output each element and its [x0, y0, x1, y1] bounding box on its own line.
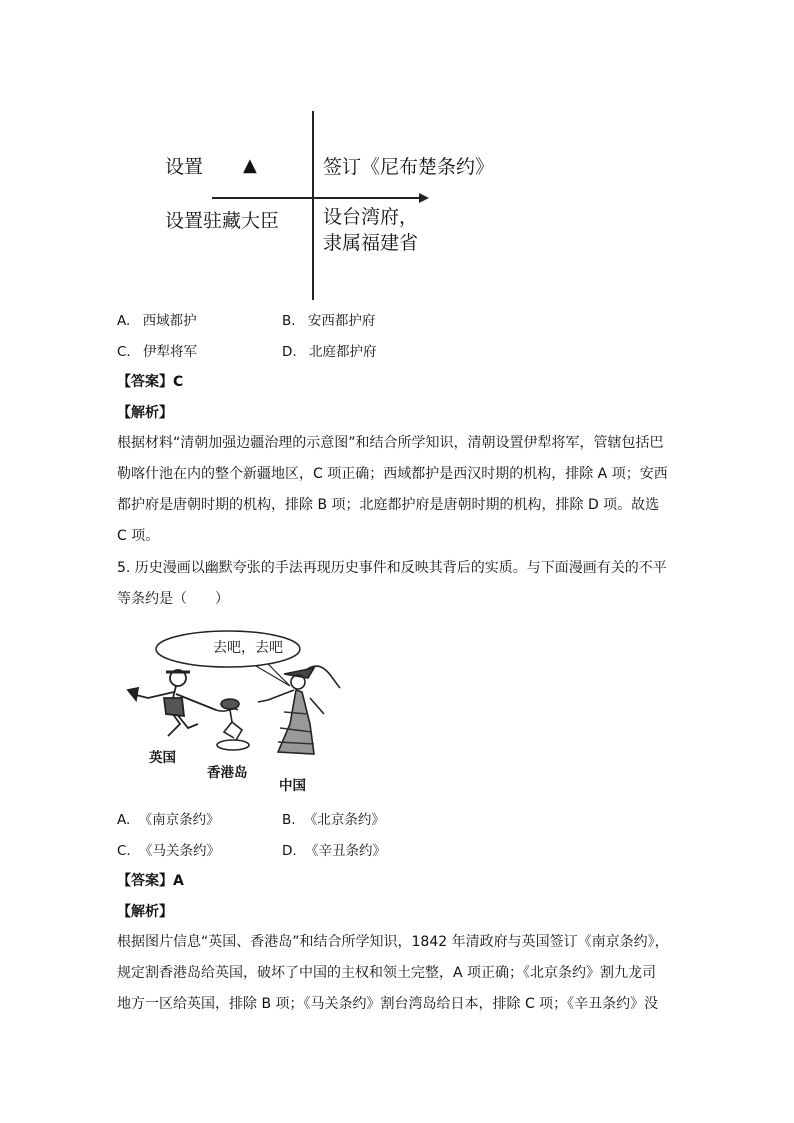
diagram-bottom-right-line2: 隶属福建省: [323, 232, 419, 254]
option-text: 安西都护府: [307, 313, 376, 329]
label-britain: 英国: [149, 750, 176, 766]
option-b: [282, 810, 385, 830]
q4-analysis-label: 【解析】: [117, 405, 173, 421]
triangle-marker: ▲: [243, 155, 257, 176]
stem-line: 等条约是（ ）: [117, 591, 229, 607]
q5-stem: [117, 553, 677, 615]
diagram-bottom-right-line1: 设台湾府，: [323, 206, 419, 228]
option-letter: A.: [117, 812, 131, 828]
britain-figure: [128, 670, 216, 736]
option-letter: A.: [117, 313, 131, 329]
option-a: [117, 810, 220, 830]
stem-line: 5. 历史漫画以幽默夸张的手法再现历史事件和反映其背后的实质。与下面漫画有关的不平: [117, 560, 667, 576]
option-letter: D.: [282, 843, 297, 859]
option-a: [117, 311, 197, 331]
option-b: [282, 311, 375, 331]
option-text: 西域都护: [142, 313, 197, 329]
option-text: 《辛丑条约》: [304, 843, 386, 859]
option-d: [282, 841, 386, 861]
option-letter: C.: [117, 843, 131, 859]
analysis-line: 根据图片信息“英国、香港岛”和结合所学知识，1842 年清政府与英国签订《南京条约》，: [117, 934, 669, 950]
label-hong-kong: 香港岛: [207, 765, 248, 781]
option-text: 北庭都护府: [308, 344, 377, 360]
analysis-line: 根据材料“清朝加强边疆治理的示意图”和结合所学知识，清朝设置伊犁将军，管辖包括巴: [117, 435, 664, 451]
analysis-line: 地方一区给英国，排除 B 项；《马关条约》割台湾岛给日本，排除 C 项；《辛丑条约》没: [117, 996, 659, 1012]
option-c: [117, 342, 197, 362]
option-letter: B.: [282, 313, 296, 329]
q5-answer: 【答案】A: [117, 873, 184, 889]
analysis-line: 勒喀什池在内的整个新疆地区，C 项正确；西域都护是西汉时期的机构，排除 A 项；安西: [117, 466, 668, 482]
arrow-right-icon: [419, 193, 429, 203]
analysis-line: 规定割香港岛给英国，破坏了中国的主权和领土完整，A 项正确；《北京条约》割九龙司: [117, 965, 657, 981]
option-letter: C.: [117, 344, 131, 360]
china-figure: [258, 666, 340, 754]
q5-analysis: [117, 927, 677, 1020]
q4-answer: 【答案】C: [117, 374, 184, 390]
option-text: 《南京条约》: [138, 812, 220, 828]
option-letter: B.: [282, 812, 296, 828]
speech-text: 去吧，去吧: [213, 640, 283, 656]
option-c: [117, 841, 220, 861]
option-text: 伊犁将军: [143, 344, 198, 360]
analysis-line: 都护府是唐朝时期的机构，排除 B 项；北庭都护府是唐朝时期的机构，排除 D 项。故选: [117, 497, 660, 513]
speech-bubble-tail: [256, 664, 290, 686]
option-d: [282, 342, 376, 362]
q5-analysis-label: 【解析】: [117, 904, 173, 920]
diagram-top-left: 设置: [165, 156, 204, 178]
diagram-bottom-left: 设置驻藏大臣: [165, 210, 280, 232]
option-text: 《马关条约》: [139, 843, 221, 859]
hong-kong-figure: [217, 699, 249, 750]
diagram-top-right: 签订《尼布楚条约》: [323, 156, 495, 178]
q4-analysis: [117, 428, 677, 552]
option-letter: D.: [282, 344, 297, 360]
option-text: 《北京条约》: [303, 812, 385, 828]
label-china: 中国: [279, 778, 306, 794]
analysis-line: C 项。: [117, 528, 160, 544]
